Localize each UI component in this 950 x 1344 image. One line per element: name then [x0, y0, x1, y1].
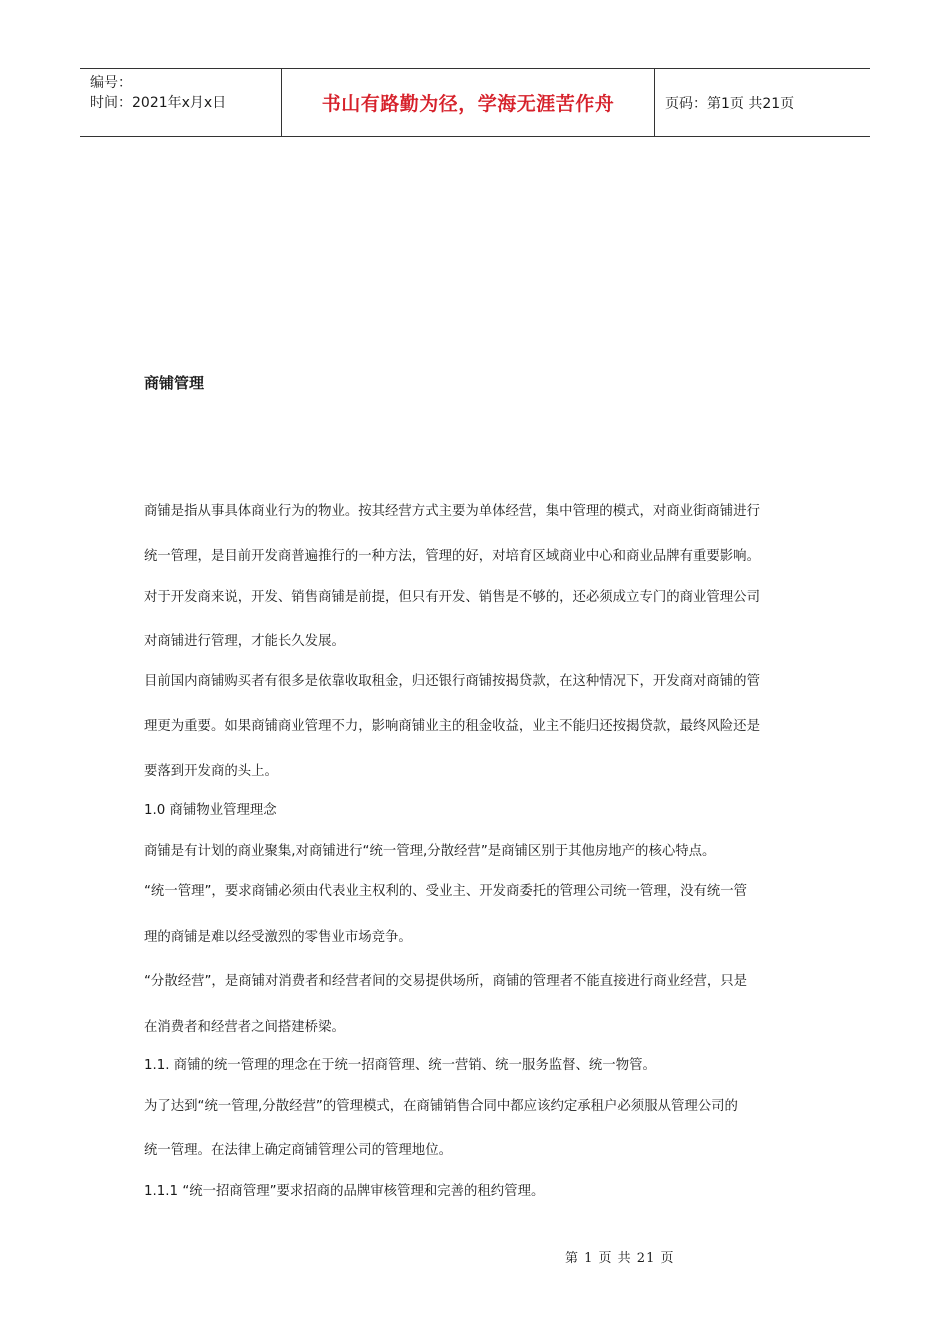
page-header — [80, 68, 870, 137]
body-line: 对商铺进行管理，才能长久发展。 — [144, 634, 345, 649]
body-line: 统一管理。在法律上确定商铺管理公司的管理地位。 — [144, 1143, 452, 1158]
doc-number-label: 编号： — [90, 75, 132, 91]
section-heading: 1.0 商铺物业管理理念 — [144, 803, 277, 818]
header-meta — [80, 69, 282, 136]
body-line: 统一管理，是目前开发商普遍推行的一种方法，管理的好，对培育区域商业中心和商业品牌有重要影响。 — [144, 549, 760, 564]
section-heading: 1.1.1 “统一招商管理”要求招商的品牌审核管理和完善的租约管理。 — [144, 1184, 545, 1199]
body-line: 为了达到“统一管理,分散经营”的管理模式，在商铺销售合同中都应该约定承租户必须服从管理公司的 — [144, 1099, 738, 1114]
body-line: 要落到开发商的头上。 — [144, 764, 278, 779]
body-line: 目前国内商铺购买者有很多是依靠收取租金，归还银行商铺按揭贷款，在这种情况下，开发商对商铺的管 — [144, 674, 760, 689]
body-line: 在消费者和经营者之间搭建桥梁。 — [144, 1020, 345, 1035]
body-line: 理的商铺是难以经受激烈的零售业市场竞争。 — [144, 930, 412, 945]
header-motto: 书山有路勤为径，学海无涯苦作舟 — [282, 69, 655, 136]
body-line: 商铺是指从事具体商业行为的物业。按其经营方式主要为单体经营，集中管理的模式，对商业街商铺进行 — [144, 504, 760, 519]
document-title: 商铺管理 — [144, 374, 205, 392]
section-heading: 1.1. 商铺的统一管理的理念在于统一招商管理、统一营销、统一服务监督、统一物管。 — [144, 1058, 656, 1073]
body-line: “统一管理”，要求商铺必须由代表业主权利的、受业主、开发商委托的管理公司统一管理，没有统一管 — [144, 884, 748, 899]
header-page-info: 页码：第1页 共21页 — [665, 95, 795, 112]
body-line: 商铺是有计划的商业聚集,对商铺进行“统一管理,分散经营”是商铺区别于其他房地产的核心特点。 — [144, 844, 716, 859]
body-line: 理更为重要。如果商铺商业管理不力，影响商铺业主的租金收益，业主不能归还按揭贷款，最终风险还是 — [144, 719, 760, 734]
body-line: 对于开发商来说，开发、销售商铺是前提，但只有开发、销售是不够的，还必须成立专门的商业管理公司 — [144, 590, 760, 605]
doc-date-label: 时间：2021年x月x日 — [90, 95, 227, 111]
body-line: “分散经营”，是商铺对消费者和经营者间的交易提供场所，商铺的管理者不能直接进行商业经营，只是 — [144, 974, 748, 989]
page-footer: 第 1 页 共 21 页 — [565, 1251, 675, 1266]
